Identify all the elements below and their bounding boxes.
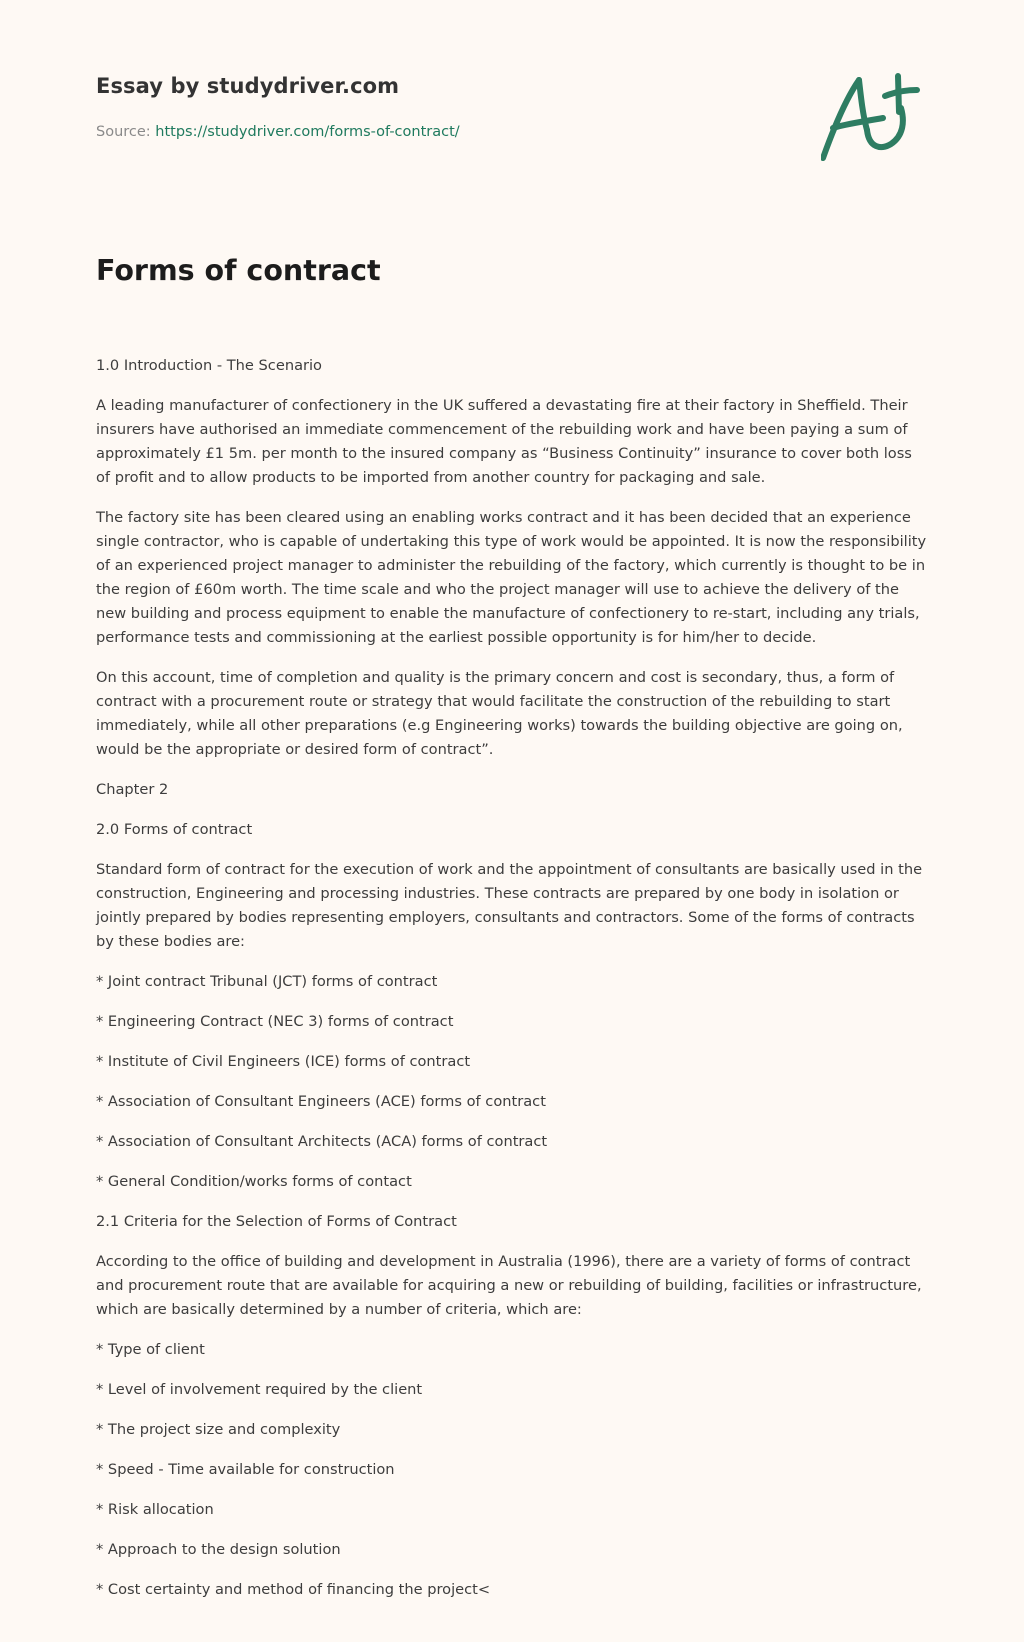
list-item: * Joint contract Tribunal (JCT) forms of contract	[96, 973, 438, 990]
list-item: * Institute of Civil Engineers (ICE) forms of contract	[96, 1053, 471, 1070]
list-item: * Engineering Contract (NEC 3) forms of contract	[96, 1013, 454, 1030]
source-link[interactable]: https://studydriver.com/forms-of-contract/	[155, 124, 460, 140]
list-item: * Speed - Time available for construction	[96, 1461, 395, 1478]
list-item: * Association of Consultant Architects (ACA) forms of contract	[96, 1133, 548, 1150]
page-header	[96, 0, 930, 200]
list-item: * Type of client	[96, 1341, 205, 1358]
section-heading-criteria: 2.1 Criteria for the Selection of Forms of Contract	[96, 1213, 457, 1230]
a-plus-grade-icon	[821, 68, 931, 166]
list-item: * The project size and complexity	[96, 1421, 341, 1438]
paragraph: According to the office of building and development in Australia (1996), there are a variety of forms of contract and procurement route that are available for acquiring a new or rebuilding of building, facilities or infrastructure, which are basically determined by a number of criteria, which are:	[96, 1253, 922, 1318]
site-title: Essay by studydriver.com	[96, 74, 400, 98]
list-item: * Level of involvement required by the client	[96, 1381, 423, 1398]
section-heading-intro: 1.0 Introduction - The Scenario	[96, 357, 322, 374]
list-item: * Cost certainty and method of financing the project<	[96, 1581, 491, 1598]
source-label: Source:	[96, 124, 156, 140]
paragraph: The factory site has been cleared using an enabling works contract and it has been decided that an experience single contractor, who is capable of undertaking this type of work would be appointed. It is now the responsibility of an experienced project manager to administer the rebuilding of the factory, which currently is thought to be in the region of £60m worth. The time scale and who the project manager will use to achieve the delivery of the new building and process equipment to enable the manufacture of confectionery to re-start, including any trials, performance tests and commissioning at the earliest possible opportunity is for him/her to decide.	[96, 509, 927, 646]
paragraph: Standard form of contract for the execution of work and the appointment of consultants are basically used in the construction, Engineering and processing industries. These contracts are prepared by one body in isolation or jointly prepared by bodies representing employers, consultants and contractors. Some of the forms of contracts by these bodies are:	[96, 861, 923, 950]
list-item: * General Condition/works forms of contact	[96, 1173, 412, 1190]
section-heading-forms: 2.0 Forms of contract	[96, 821, 253, 838]
paragraph: On this account, time of completion and quality is the primary concern and cost is secondary, thus, a form of contract with a procurement route or strategy that would facilitate the construction of the rebuilding to start immediately, while all other preparations (e.g Engineering works) towards the building objective are going on, would be the appropriate or desired form of contract”.	[96, 669, 903, 758]
chapter-heading: Chapter 2	[96, 781, 169, 798]
list-item: * Approach to the design solution	[96, 1541, 341, 1558]
essay-page	[96, 0, 930, 1598]
document-title: Forms of contract	[96, 254, 381, 287]
source-line	[96, 124, 460, 140]
list-item: * Risk allocation	[96, 1501, 214, 1518]
paragraph: A leading manufacturer of confectionery in the UK suffered a devastating fire at their factory in Sheffield. Their insurers have authorised an immediate commencement of the rebuilding work and have been paying a sum of approximately £1 5m. per month to the insured company as “Business Continuity” insurance to cover both loss of profit and to allow products to be imported from another country for packaging and sale.	[96, 397, 912, 486]
list-item: * Association of Consultant Engineers (ACE) forms of contract	[96, 1093, 546, 1110]
essay-body	[96, 354, 930, 1618]
